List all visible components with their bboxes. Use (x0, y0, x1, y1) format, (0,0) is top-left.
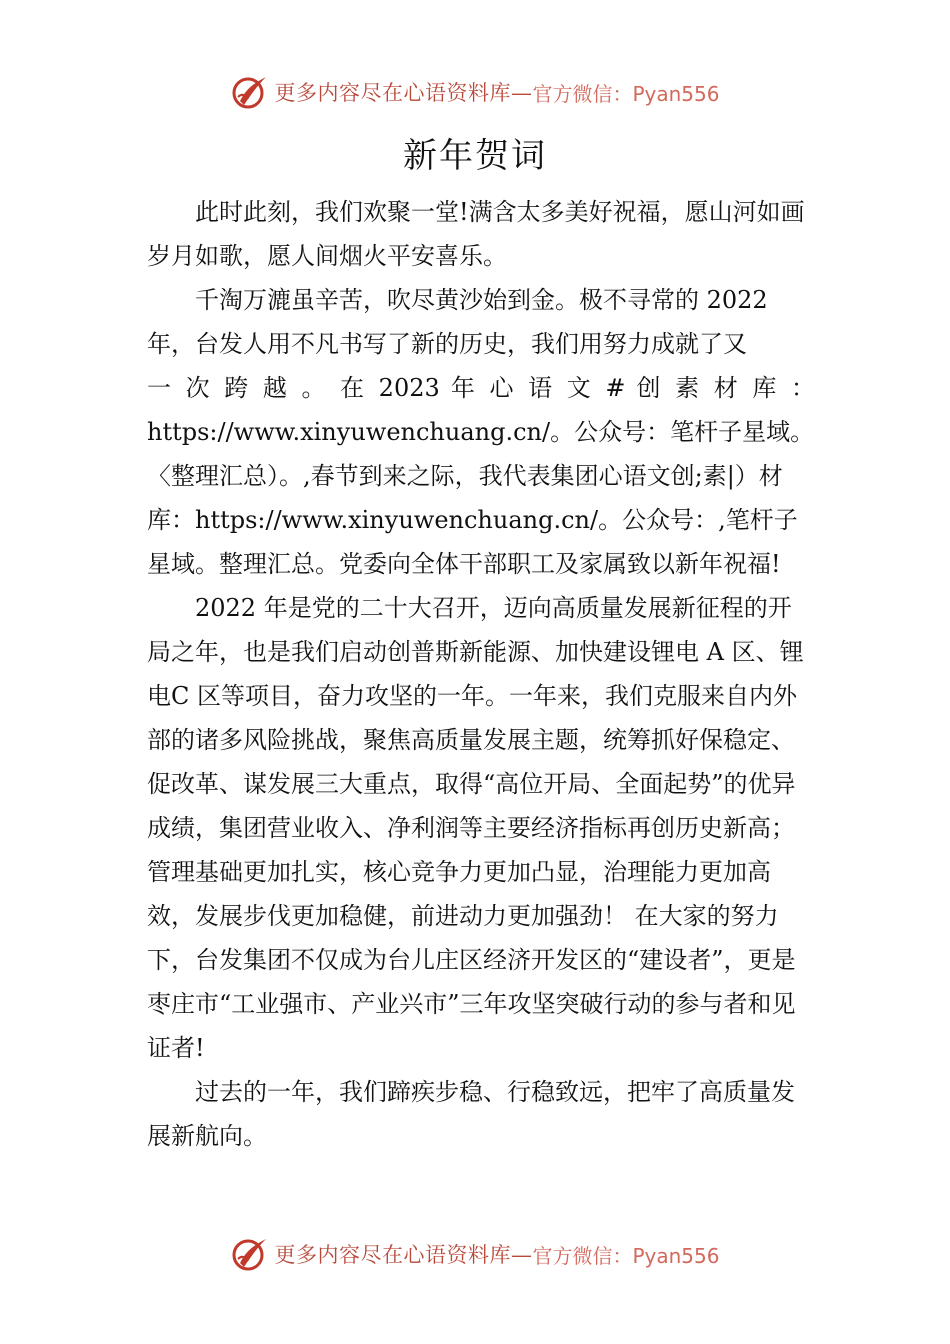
paragraph: 此时此刻，我们欢聚一堂!满含太多美好祝福，愿山河如画岁月如歌，愿人间烟火平安喜乐。 (147, 198, 805, 270)
watermark-text: 更多内容尽在心语资料库— (274, 81, 533, 105)
paragraph: 千淘万漉虽辛苦，吹尽黄沙始到金。极不寻常的 2022 年，台发人用不凡书写了新的历史，我们用努力成就了又 (147, 286, 768, 358)
watermark-wechat: 官方微信：Pyan556 (532, 1243, 720, 1268)
paragraph: 一 次 跨 越 。 在 2023 年 心 语 文 # 创 素 材 库 ： (147, 374, 815, 402)
watermark-wechat: 官方微信：Pyan556 (532, 81, 720, 106)
paragraph: https://www.xinyuwenchuang.cn/。公众号：笔杆子星域。〈整理汇总）。,春节到来之际，我代表集团心语文创;素|）材库：https://www.xinyuwenchuang.cn/。公众号：,笔杆子星域。整理汇总。党委向全体干部职工及家属致以新年祝福! (147, 418, 815, 578)
brand-logo-icon (230, 73, 270, 111)
watermark-header (0, 72, 950, 112)
paragraph: 过去的一年，我们蹄疾步稳、行稳致远，把牢了高质量发展新航向。 (147, 1078, 795, 1150)
paragraph: 2022 年是党的二十大召开，迈向高质量发展新征程的开局之年，也是我们启动创普斯新能源、加快建设锂电 A 区、锂电C 区等项目，奋力攻坚的一年。一年来，我们克服来自内外部的诸多风险挑战，聚焦高质量发展主题，统筹抓好保稳定、促改革、谋发展三大重点，取得“高位开局、全面起势”的优异成绩，集团营业收入、净利润等主要经济指标再创历史新高；管理基础更加扎实，核心竞争力更加凸显，治理能力更加高效，发展步伐更加稳健，前进动力更加强劲！ 在大家的努力下，台发集团不仅成为台儿庄区经济开发区的“建设者”，更是枣庄市“工业强市、产业兴市”三年攻坚突破行动的参与者和见证者! (147, 594, 804, 1062)
watermark-text: 更多内容尽在心语资料库— (274, 1243, 533, 1267)
page-title: 新年贺词 (403, 136, 547, 176)
watermark-footer (0, 1234, 950, 1274)
document-body (147, 190, 815, 1158)
brand-logo-icon (230, 1235, 270, 1273)
